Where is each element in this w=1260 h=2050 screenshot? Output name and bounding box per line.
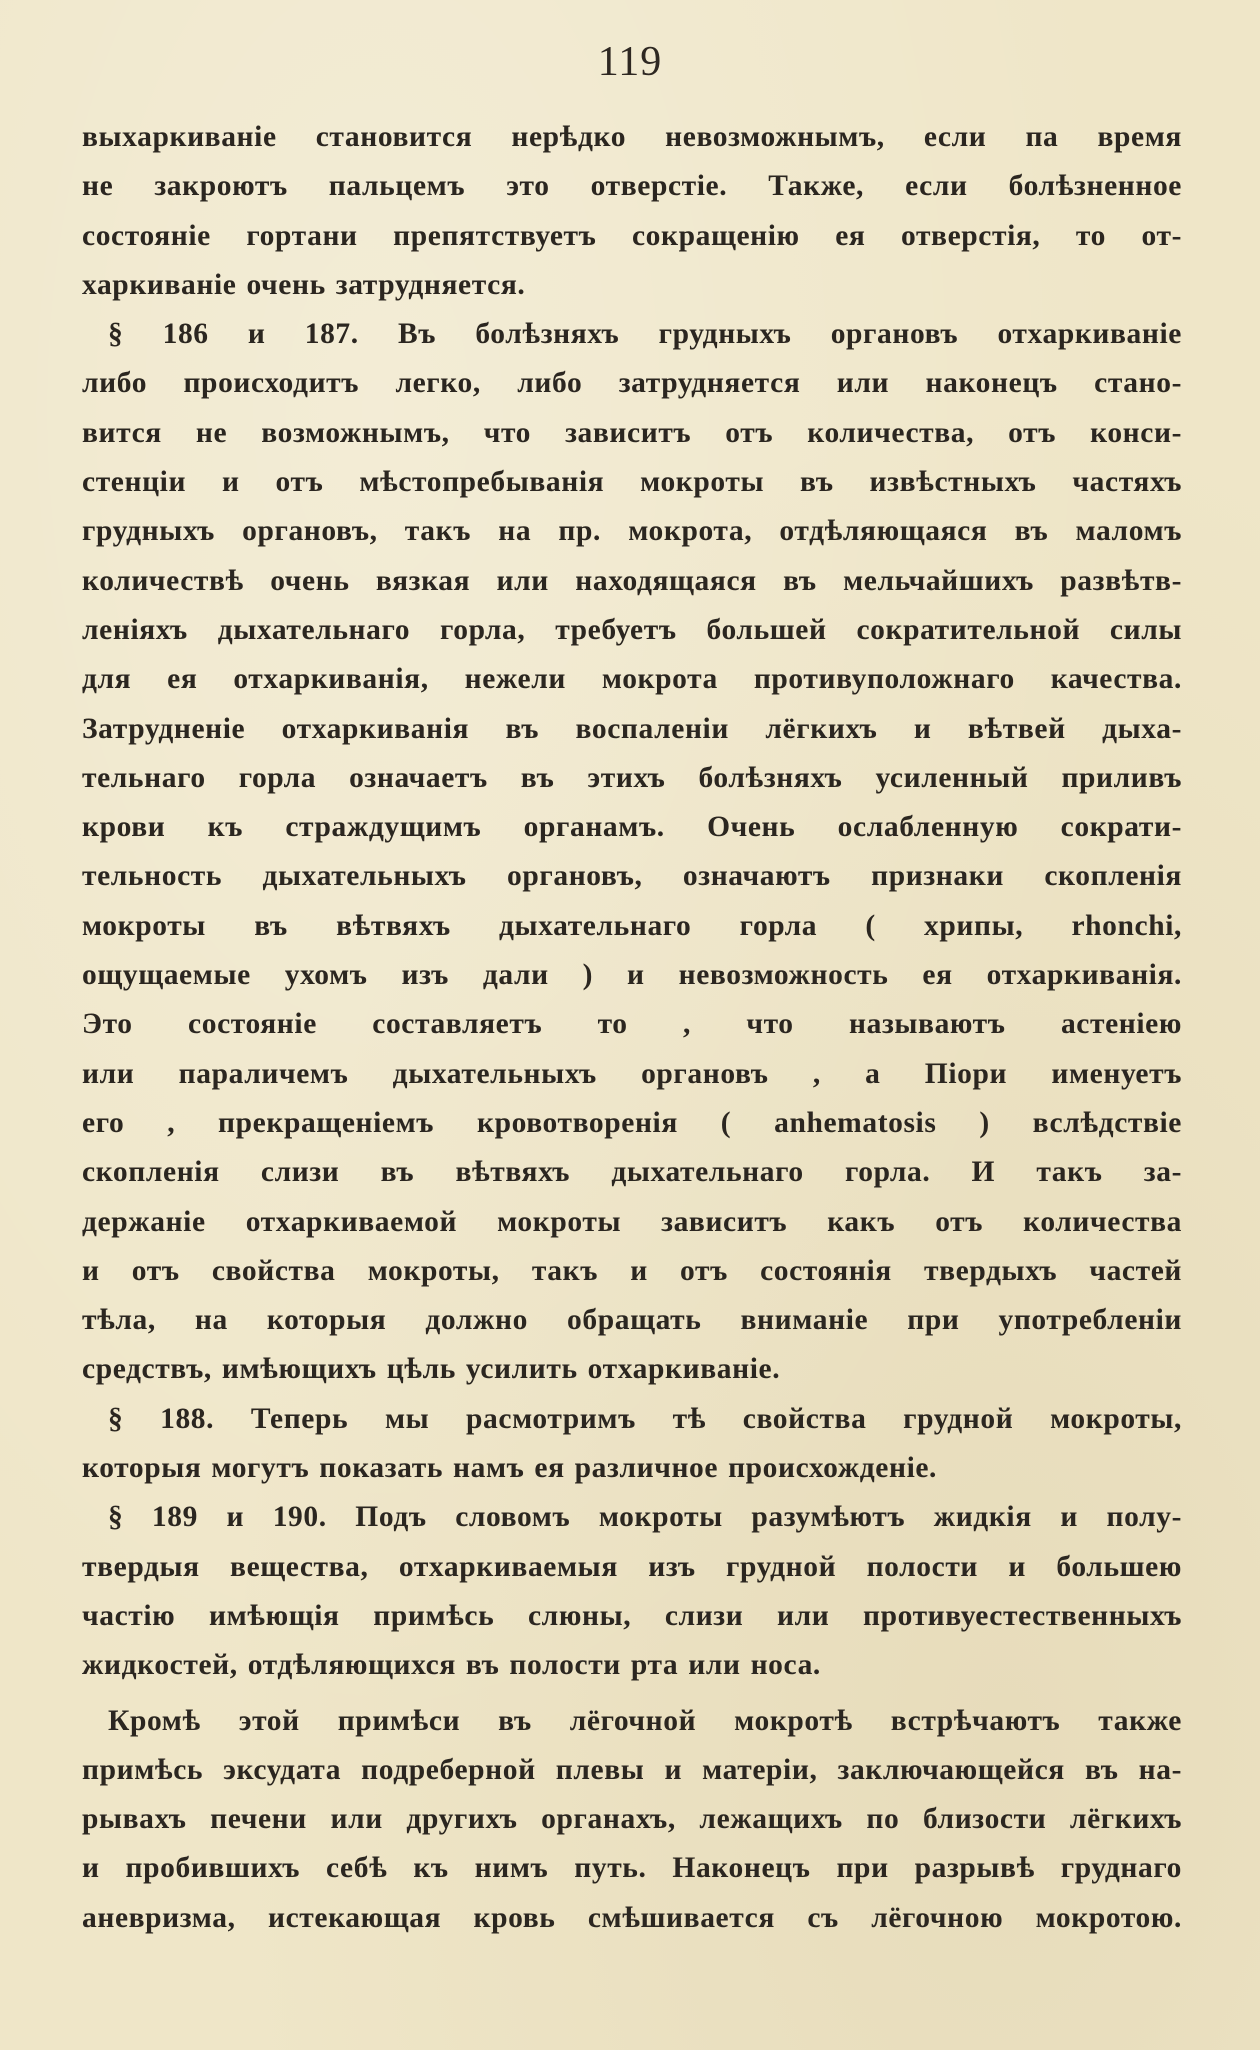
text-line: харкиванie очень затрудняется. <box>82 268 526 301</box>
text-line: которыя могутъ показать намъ ея различное происхожденie. <box>82 1452 938 1485</box>
text-line: крови къ страждущимъ органамъ. Очень ослабленную сократи- <box>82 811 1182 844</box>
text-line: для ея отхаркиванiя, нежели мокрота противуположнаго качества. <box>82 663 1182 696</box>
paragraph-2 <box>82 310 1182 1395</box>
text-line: тельность дыхательныхъ органовъ, означаютъ признаки скопленiя <box>82 860 1182 893</box>
text-line: держанie отхаркиваемой мокроты зависитъ какъ отъ количества <box>82 1205 1182 1238</box>
text-line: аневризма, истекающая кровь смѣшивается съ лёгочною мокротою. <box>82 1901 1182 1934</box>
text-line: либо происходитъ легко, либо затрудняется или наконецъ стано- <box>82 367 1182 400</box>
text-line: рывахъ печени или другихъ органахъ, лежащихъ по близости лёгкихъ <box>82 1803 1182 1836</box>
page-number: 119 <box>597 39 663 85</box>
text-line: выхаркиванie становится нерѣдко невозможнымъ, если па время <box>82 121 1182 153</box>
text-line: и отъ свойства мокроты, такъ и отъ состоянiя твердыхъ частей <box>82 1254 1182 1287</box>
text-line: средствъ, имѣющихъ цѣль усилить отхаркиванie. <box>82 1353 781 1386</box>
text-line: жидкостей, отдѣляющихся въ полости рта или носа. <box>82 1649 821 1682</box>
text-line: стенцiи и отъ мѣстопребыванiя мокроты въ извѣстныхъ частяхъ <box>82 466 1182 499</box>
text-line: количествѣ очень вязкая или находящаяся въ мельчайшихъ развѣтв- <box>82 564 1182 597</box>
text-line: Затрудненie отхаркиванiя въ воспаленiи лёгкихъ и вѣтвей дыха- <box>82 712 1182 745</box>
body-text <box>82 113 1182 1943</box>
text-line: не закроютъ пальцемъ это отверстie. Также, если болѣзненное <box>82 170 1182 203</box>
paragraph-1 <box>82 113 1182 310</box>
text-line: Кромѣ этой примѣси въ лёгочной мокротѣ встрѣчаютъ также <box>108 1704 1182 1737</box>
text-line: состоянie гортани препятствуетъ сокращенiю ея отверстiя, то от- <box>82 219 1182 252</box>
text-line: его , прекращенiемъ кровотворенiя ( anhematosis ) вслѣдствie <box>82 1106 1182 1139</box>
text-line: ощущаемые ухомъ изъ дали ) и невозможность ея отхаркиванiя. <box>82 959 1182 992</box>
text-line: Это состоянie составляетъ то , что называютъ астенiею <box>82 1008 1182 1041</box>
text-line: мокроты въ вѣтвяхъ дыхательнаго горла ( хрипы, rhonchi, <box>82 909 1182 942</box>
section-heading-line: § 188. Теперь мы расмотримъ тѣ свойства грудной мокроты, <box>108 1402 1182 1435</box>
text-line: грудныхъ органовъ, такъ на пр. мокрота, отдѣляющаяся въ маломъ <box>82 515 1182 548</box>
text-line: примѣсь эксудата подреберной плевы и матерiи, заключающейся въ на- <box>82 1753 1182 1786</box>
section-heading-line: § 189 и 190. Подъ словомъ мокроты разумѣютъ жидкiя и полу- <box>108 1501 1182 1534</box>
text-line: скопленiя слизи въ вѣтвяхъ дыхательнаго горла. И такъ за- <box>82 1156 1182 1189</box>
text-line: ленiяхъ дыхательнаго горла, требуетъ большей сократительной силы <box>82 613 1182 646</box>
paragraph-4 <box>82 1493 1182 1690</box>
text-line: и пробившихъ себѣ къ нимъ путь. Наконецъ при разрывѣ груднаго <box>82 1852 1182 1885</box>
paragraph-5 <box>82 1697 1182 1943</box>
paragraph-3 <box>82 1395 1182 1494</box>
text-line: вится не возможнымъ, что зависитъ отъ количества, отъ конси- <box>82 416 1182 449</box>
section-heading-line: § 186 и 187. Въ болѣзняхъ грудныхъ органовъ отхаркиванie <box>108 318 1182 351</box>
text-line: твердыя вещества, отхаркиваемыя изъ грудной полости и большею <box>82 1550 1182 1583</box>
text-line: или параличемъ дыхательныхъ органовъ , а Пiори именуетъ <box>82 1057 1182 1090</box>
text-line: частiю имѣющiя примѣсь слюны, слизи или противуестественныхъ <box>82 1599 1182 1632</box>
text-line: тѣла, на которыя должно обращать вниманie при употребленiи <box>82 1304 1182 1337</box>
text-line: тельнаго горла означаетъ въ этихъ болѣзняхъ усиленный приливъ <box>82 761 1182 794</box>
